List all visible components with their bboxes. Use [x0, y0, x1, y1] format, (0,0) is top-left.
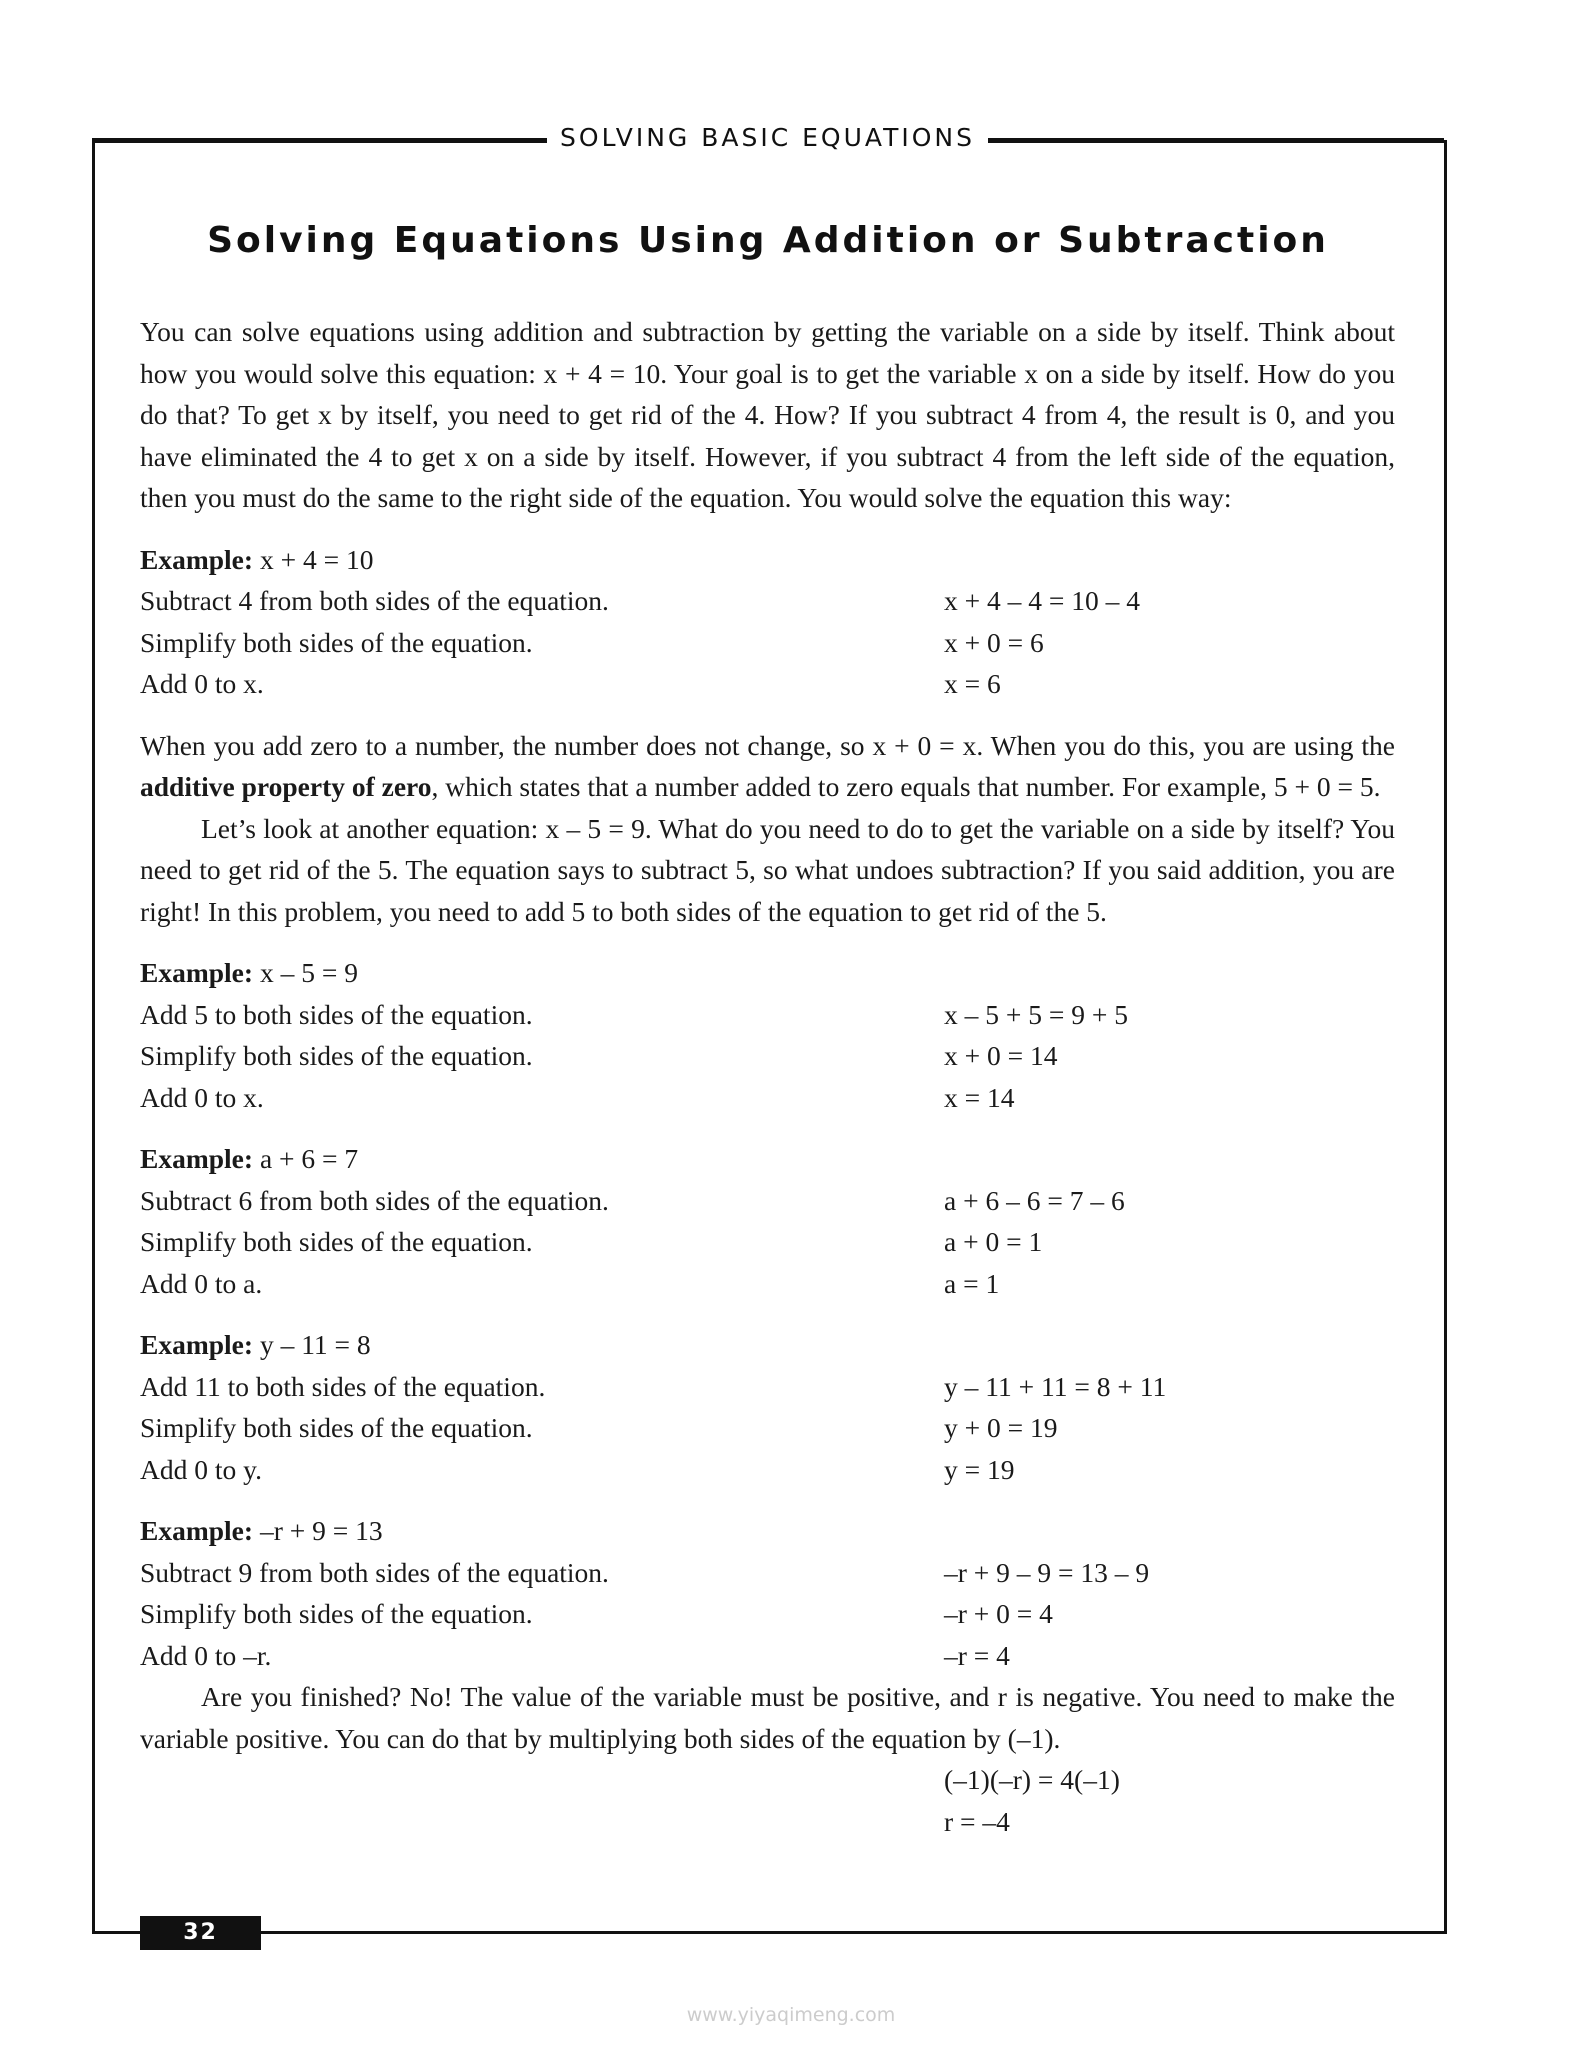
final-step-math: r = –4 — [944, 1805, 1010, 1837]
additive-text-after: , which states that a number added to zero equals that number. For example, 5 + 0 = 5. — [431, 771, 1381, 802]
final-step — [140, 1759, 1395, 1801]
additive-property-paragraph — [140, 725, 1395, 808]
example-equation: a + 6 = 7 — [259, 1143, 359, 1174]
example-step — [140, 1593, 1395, 1635]
step-math: x + 0 = 6 — [944, 626, 1044, 658]
step-math: x + 4 – 4 = 10 – 4 — [944, 585, 1141, 616]
step-math: –r + 0 = 4 — [944, 1598, 1053, 1629]
step-text: Simplify both sides of the equation. — [140, 1412, 533, 1443]
example-heading — [140, 1138, 1395, 1180]
example-block — [140, 1510, 1395, 1676]
example-block — [140, 1324, 1395, 1490]
example-block — [140, 1138, 1395, 1304]
page-title: Solving Equations Using Addition or Subtraction — [207, 220, 1329, 261]
example-step — [140, 1449, 1395, 1491]
example-heading — [140, 539, 1395, 581]
example-label: Example: — [140, 1515, 254, 1546]
step-math: y + 0 = 19 — [944, 1412, 1058, 1443]
example-step — [140, 1635, 1395, 1677]
step-text: Add 11 to both sides of the equation. — [140, 1370, 546, 1402]
step-math: –r = 4 — [944, 1639, 1010, 1671]
example-step — [140, 580, 1395, 622]
example-equation: x + 4 = 10 — [259, 543, 374, 575]
step-text: Add 0 to a. — [140, 1267, 263, 1299]
example-block — [140, 539, 1395, 705]
example-label: Example: — [140, 1143, 254, 1174]
step-math: x = 6 — [944, 668, 1001, 699]
step-text: Simplify both sides of the equation. — [140, 626, 533, 658]
step-text: Add 0 to x. — [140, 668, 264, 699]
example-label: Example: — [140, 1329, 254, 1360]
example-block — [140, 952, 1395, 1118]
step-math: a = 1 — [944, 1267, 1000, 1299]
step-math: y = 19 — [944, 1453, 1015, 1485]
step-text: Add 0 to x. — [140, 1081, 264, 1113]
running-header: SOLVING BASIC EQUATIONS — [560, 123, 975, 152]
step-text: Subtract 6 from both sides of the equation. — [140, 1184, 609, 1216]
example-heading — [140, 1324, 1395, 1366]
finished-paragraph: Are you finished? No! The value of the variable must be positive, and r is negative. You need to make the variable positive. You can do that by multiplying both sides of the equation by (–1). — [140, 1681, 1395, 1754]
page-number: 32 — [140, 1916, 261, 1950]
main-content — [140, 311, 1395, 1842]
step-math: x + 0 = 14 — [944, 1040, 1058, 1071]
additive-text-before: When you add zero to a number, the number does not change, so x + 0 = x. When you do this, you are using the — [140, 729, 1395, 761]
watermark: www.yiyaqimeng.com — [686, 2004, 896, 2026]
example-step — [140, 663, 1395, 705]
step-text: Add 0 to y. — [140, 1453, 262, 1485]
intro-paragraph: You can solve equations using addition and subtraction by getting the variable on a side by itself. Think about how you would solve this equation: x + 4 = 10. Your goal is to get the variable x on a side by itself. How do you do that? To get x by itself, you need to get rid of the 4. How? If you subtract 4 from 4, the result is 0, and you have eliminated the 4 to get x on a side by itself. However, if you subtract 4 from the left side of the equation, then you must do the same to the right side of the equation. You would solve the equation this way: — [140, 316, 1395, 513]
example-step — [140, 1366, 1395, 1408]
step-text: Subtract 9 from both sides of the equation. — [140, 1556, 609, 1588]
example-heading — [140, 1510, 1395, 1552]
step-math: a + 0 = 1 — [944, 1226, 1043, 1257]
final-step — [140, 1801, 1395, 1843]
example-equation: x – 5 = 9 — [259, 957, 358, 988]
step-text: Add 5 to both sides of the equation. — [140, 998, 533, 1030]
example-step — [140, 1263, 1395, 1305]
step-math: x – 5 + 5 = 9 + 5 — [944, 998, 1129, 1030]
step-math: a + 6 – 6 = 7 – 6 — [944, 1184, 1125, 1216]
example-step — [140, 1407, 1395, 1449]
step-math: x = 14 — [944, 1081, 1015, 1113]
step-text: Add 0 to –r. — [140, 1639, 272, 1671]
additive-property-term: additive property of zero — [140, 771, 432, 802]
example-step — [140, 994, 1395, 1036]
example-label: Example: — [140, 957, 254, 988]
example-equation: –r + 9 = 13 — [259, 1515, 383, 1546]
example-label: Example: — [140, 543, 254, 575]
final-step-math: (–1)(–r) = 4(–1) — [944, 1764, 1120, 1795]
example-heading — [140, 952, 1395, 994]
example-equation: y – 11 = 8 — [259, 1329, 371, 1360]
lets-look-paragraph: Let’s look at another equation: x – 5 = 9. What do you need to do to get the variable on a side by itself? You need to get rid of the 5. The equation says to subtract 5, so what undoes subtraction? If you said addition, you are right! In this problem, you need to add 5 to both sides of the equation to get rid of the 5. — [140, 812, 1395, 927]
example-step — [140, 1035, 1395, 1077]
example-step — [140, 1221, 1395, 1263]
example-step — [140, 1077, 1395, 1119]
step-math: y – 11 + 11 = 8 + 11 — [944, 1370, 1167, 1402]
example-step — [140, 1180, 1395, 1222]
step-math: –r + 9 – 9 = 13 – 9 — [944, 1556, 1150, 1588]
step-text: Simplify both sides of the equation. — [140, 1598, 533, 1629]
step-text: Simplify both sides of the equation. — [140, 1226, 533, 1257]
step-text: Simplify both sides of the equation. — [140, 1040, 533, 1071]
step-text: Subtract 4 from both sides of the equation. — [140, 585, 609, 616]
example-step — [140, 1552, 1395, 1594]
example-step — [140, 622, 1395, 664]
